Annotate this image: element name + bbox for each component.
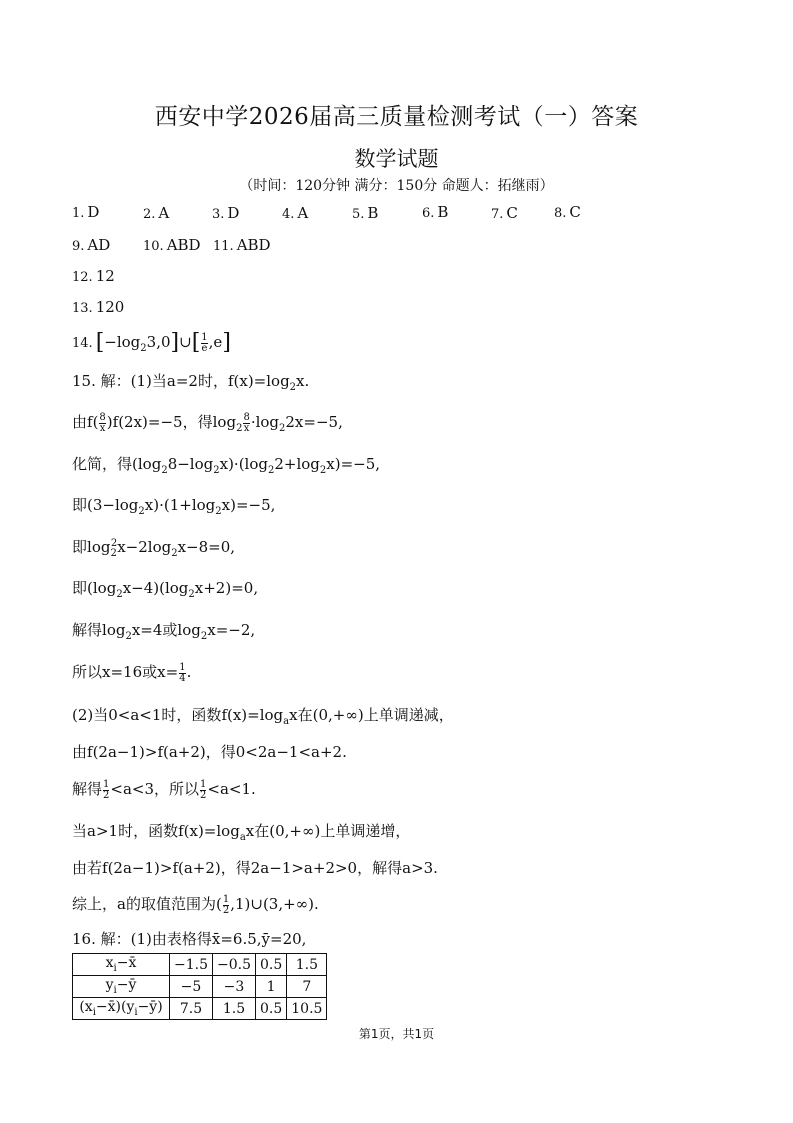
answer-11: 11. ABD xyxy=(213,236,271,254)
answer-9: 9. AD xyxy=(72,236,111,254)
table-row: $(x_i-x̄)(y_i-ȳ)$ 7.5 1.5 0.5 10.5 xyxy=(73,998,327,1020)
q15-line-2: 由f( $\frac{8}{x}$ )f(2x)=−5，得$\log_2$ $\frac{8}{x}$ $\cdot\log_22x=-5$, xyxy=(72,411,343,434)
q15-line-1: 15. 解：(1)当a=2时，$f(x)=\log_2x$. xyxy=(72,372,310,393)
q15-line-10: 由f(2a−1)>f(a+2)，得0<2a−1<a+2. xyxy=(72,743,347,761)
table-row: $y_i-ȳ$ −5 −3 1 7 xyxy=(73,976,327,998)
answer-13: 13. 120 xyxy=(72,298,125,316)
answer-4: 4. A xyxy=(282,204,309,222)
answer-8: 8. C xyxy=(554,203,581,221)
q15-line-3: 化简，得$(\log_28-\log_2x)\cdot(\log_22+\log_2x)=-5$, xyxy=(72,455,381,476)
deviation-table xyxy=(72,953,327,1020)
q15-line-8: 所以x=16或x= $\frac{1}{4}$ . xyxy=(72,661,192,684)
answer-5: 5. B xyxy=(352,204,379,222)
page-title: 西安中学2026届高三质量检测考试（一）答案 xyxy=(154,104,639,130)
page-subtitle: 数学试题 xyxy=(354,147,439,171)
q15-line-7: 解得$\log_2x=4$或$\log_2x=-2$, xyxy=(72,621,256,642)
answer-14: 14. $[-\log_23,0]\cup$[ $\frac{1}{e}$ ,e] xyxy=(72,330,231,355)
q15-line-11: 解得 $\frac{1}{2}$ <a<3，所以 $\frac{1}{2}$ <a<1. xyxy=(72,778,256,801)
q15-line-13: 由若f(2a−1)>f(a+2)，得2a−1>a+2>0，解得a>3. xyxy=(72,859,438,877)
q15-line-14: 综上，a的取值范围为( $\frac{1}{2}$ ,1)∪(3,+∞). xyxy=(72,893,319,916)
q15-line-5: 即$\log_2^2x-2\log_2x-8=0$, xyxy=(72,538,236,559)
q15-line-12: 当a>1时，函数$f(x)=\log_ax$在(0,+∞)上单调递增， xyxy=(72,822,411,843)
q16-line-1: 16. 解：(1)由表格得x̄=6.5,ȳ=20, xyxy=(72,930,307,948)
q15-line-4: 即$(3-\log_2x)\cdot(1+\log_2x)=-5$, xyxy=(72,496,276,517)
answer-1: 1. D xyxy=(72,203,100,221)
answer-7: 7. C xyxy=(491,204,518,222)
table-row: $x_i-x̄$ −1.5 −0.5 0.5 1.5 xyxy=(73,954,327,976)
page-footer: 第1页，共1页 xyxy=(358,1027,435,1041)
answer-3: 3. D xyxy=(212,204,240,222)
answer-10: 10. ABD xyxy=(143,236,201,254)
q15-line-9: (2)当0<a<1时，函数$f(x)=\log_ax$在(0,+∞)上单调递减， xyxy=(72,706,454,727)
exam-info: （时间：120分钟 满分：150分 命题人：拓继雨） xyxy=(239,178,554,194)
answer-2: 2. A xyxy=(143,204,170,222)
answer-12: 12. 12 xyxy=(72,267,115,285)
answer-6: 6. B xyxy=(422,203,449,221)
q15-line-6: 即$(\log_2x-4)(\log_2x+2)=0$, xyxy=(72,579,259,600)
